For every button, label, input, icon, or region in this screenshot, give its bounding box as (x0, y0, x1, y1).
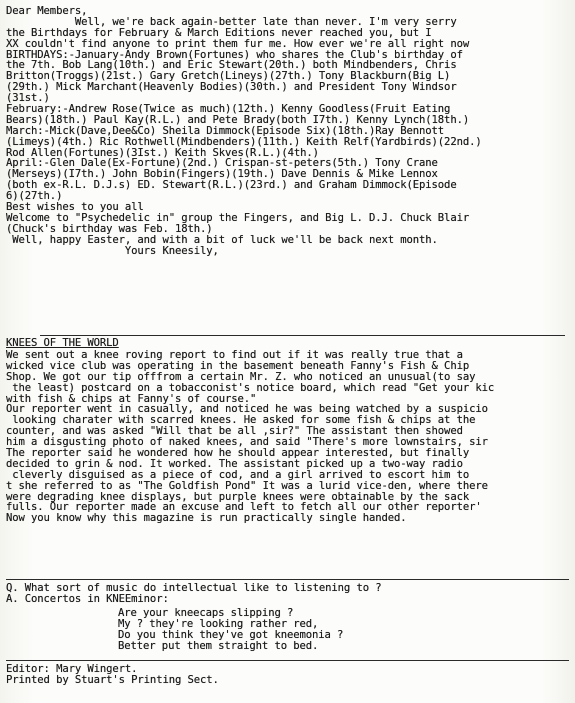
knee-poem (118, 608, 558, 652)
section-divider (6, 579, 569, 580)
story-line: wicked vice club was operating in the basement beneath Fanny's Fish & Chip (6, 360, 470, 372)
story-line: with fish & chips at Fanny's of course." (6, 393, 257, 405)
printer-credit: Printed by Stuart's Printing Sect. (6, 674, 219, 686)
letter-line: 6)(27th.) (6, 191, 63, 203)
story-line: decided to grin & nod. It worked. The assistant picked up a two-way radio (6, 458, 463, 470)
story-line: him a disgusting photo of naked knees, and said "There's more lownstairs, sir (6, 437, 488, 449)
letter-line: the 7th. Bob Lang(10th.) and Eric Stewart(20th.) both Mindbenders, Chris (6, 60, 457, 72)
letter-line: XX couldn't find anyone to print them fur me. How ever we're all right now (6, 38, 470, 50)
letter-line: Welcome to "Psychedelic in" group the Fingers, and Big L. D.J. Chuck Blair (6, 212, 470, 224)
poem-line: Better put them straight to bed. (118, 640, 319, 652)
letter-line: February:-Andrew Rose(Twice as much)(12th.) Kenny Goodless(Fruit Eating (6, 104, 451, 115)
letter-line: April:-Glen Dale(Ex-Fortune)(2nd.) Crispan-st-peters(5th.) Tony Crane (6, 158, 438, 170)
joke-answer: A. Concertos in KNEEminor: (6, 593, 169, 605)
joke-question: Q. What sort of music do intellectual like to listening to ? (6, 583, 382, 594)
letter-line: Britton(Troggs)(21st.) Gary Gretch(Lineys)(27th.) Tony Blackburn(Big L) (6, 71, 451, 83)
letter-line: Well, happy Easter, and with a bit of luck we'll be back next month. (6, 234, 438, 246)
knees-story (6, 350, 569, 524)
story-line: fulls. Our reporter made an excuse and left to fetch all our other reporter' (6, 502, 482, 514)
credits (6, 664, 569, 686)
letter-line: Well, we're back again-better late than never. I'm very serry (6, 16, 457, 28)
section-divider (6, 660, 569, 661)
letter-line: Rod Allen(Fortunes)(3Ist.) Keith Skves(R.L.)(4th.) (6, 147, 319, 159)
story-line: Now you know why this magazine is run practically single handed. (6, 513, 407, 525)
story-line: cleverly disguised as a piece of cod, and a girl arrived to escort him to (6, 469, 470, 481)
story-line: looking charater with scarred knees. He asked for some fish & chips at the (6, 415, 476, 427)
letter-line: (31st.) (6, 93, 50, 105)
letter-line: BIRTHDAYS:-January-Andy Brown(Fortunes) who shares the Club's birthday of (6, 49, 463, 61)
letter-line: Dear Members, (6, 6, 88, 17)
letter-line: Bears)(18th.) Paul Kay(R.L.) and Pete Brady(both I7th.) Kenny Lynch(18th.) (6, 114, 470, 126)
story-line: were degrading knee displays, but purple knees were obtainable by the sack (6, 491, 470, 503)
letter-line: the Birthdays for February & March Editions never reached you, but I (6, 27, 432, 39)
letter-line: Yours Kneesily, (6, 245, 219, 257)
poem-line: Do you think they've got kneemonia ? (118, 629, 344, 641)
joke-question-answer (6, 583, 569, 605)
letter-line: (29th.) Mick Marchant(Heavenly Bodies)(30th.) and President Tony Windsor (6, 82, 457, 94)
letter-line: March:-Mick(Dave,Dee&Co) Sheila Dimmock(Episode Six)(18th.)Ray Bennott (6, 125, 445, 137)
story-line: We sent out a knee roving report to find out if it was really true that a (6, 350, 463, 361)
letter-line: (Limeys)(4th.) Ric Rothwell(Mindbenders)(11th.) Keith Relf(Yardbirds)(22nd.) (6, 136, 482, 148)
letter-line: (Merseys)(I7th.) John Bobin(Fingers)(19th.) Dave Dennis & Mike Lennox (6, 169, 438, 181)
story-line: The reporter said he wondered how he should appear interested, but finally (6, 448, 470, 459)
members-letter (6, 6, 569, 256)
story-line: counter, and was asked "Will that be all ,sir?" The assistant then showed (6, 426, 463, 438)
editor-credit: Editor: Mary Wingert. (6, 664, 138, 675)
story-line: Our reporter went in casually, and noticed he was being watched by a suspicio (6, 404, 488, 416)
letter-line: (Chuck's birthday was Feb. 18th.) (6, 223, 213, 235)
letter-line: Best wishes to you all (6, 202, 144, 213)
knees-heading-text: KNEES OF THE WORLD (6, 338, 119, 349)
story-line: Shop. We got our tip offfrom a certain Mr. Z. who noticed an unusual(to say (6, 371, 476, 383)
poem-line: My ? they're looking rather red, (118, 618, 319, 630)
story-line: t she referred to as "The Goldfish Pond" It was a lurid vice-den, where there (6, 480, 488, 492)
section-divider (40, 335, 565, 336)
letter-line: (both ex-R.L. D.J.s) ED. Stewart(R.L.)(23rd.) and Graham Dimmock(Episode (6, 180, 457, 192)
section-heading (6, 338, 119, 349)
poem-line: Are your kneecaps slipping ? (118, 608, 294, 619)
story-line: the least) postcard on a tobacconist's notice board, which read "Get your kic (6, 382, 495, 394)
